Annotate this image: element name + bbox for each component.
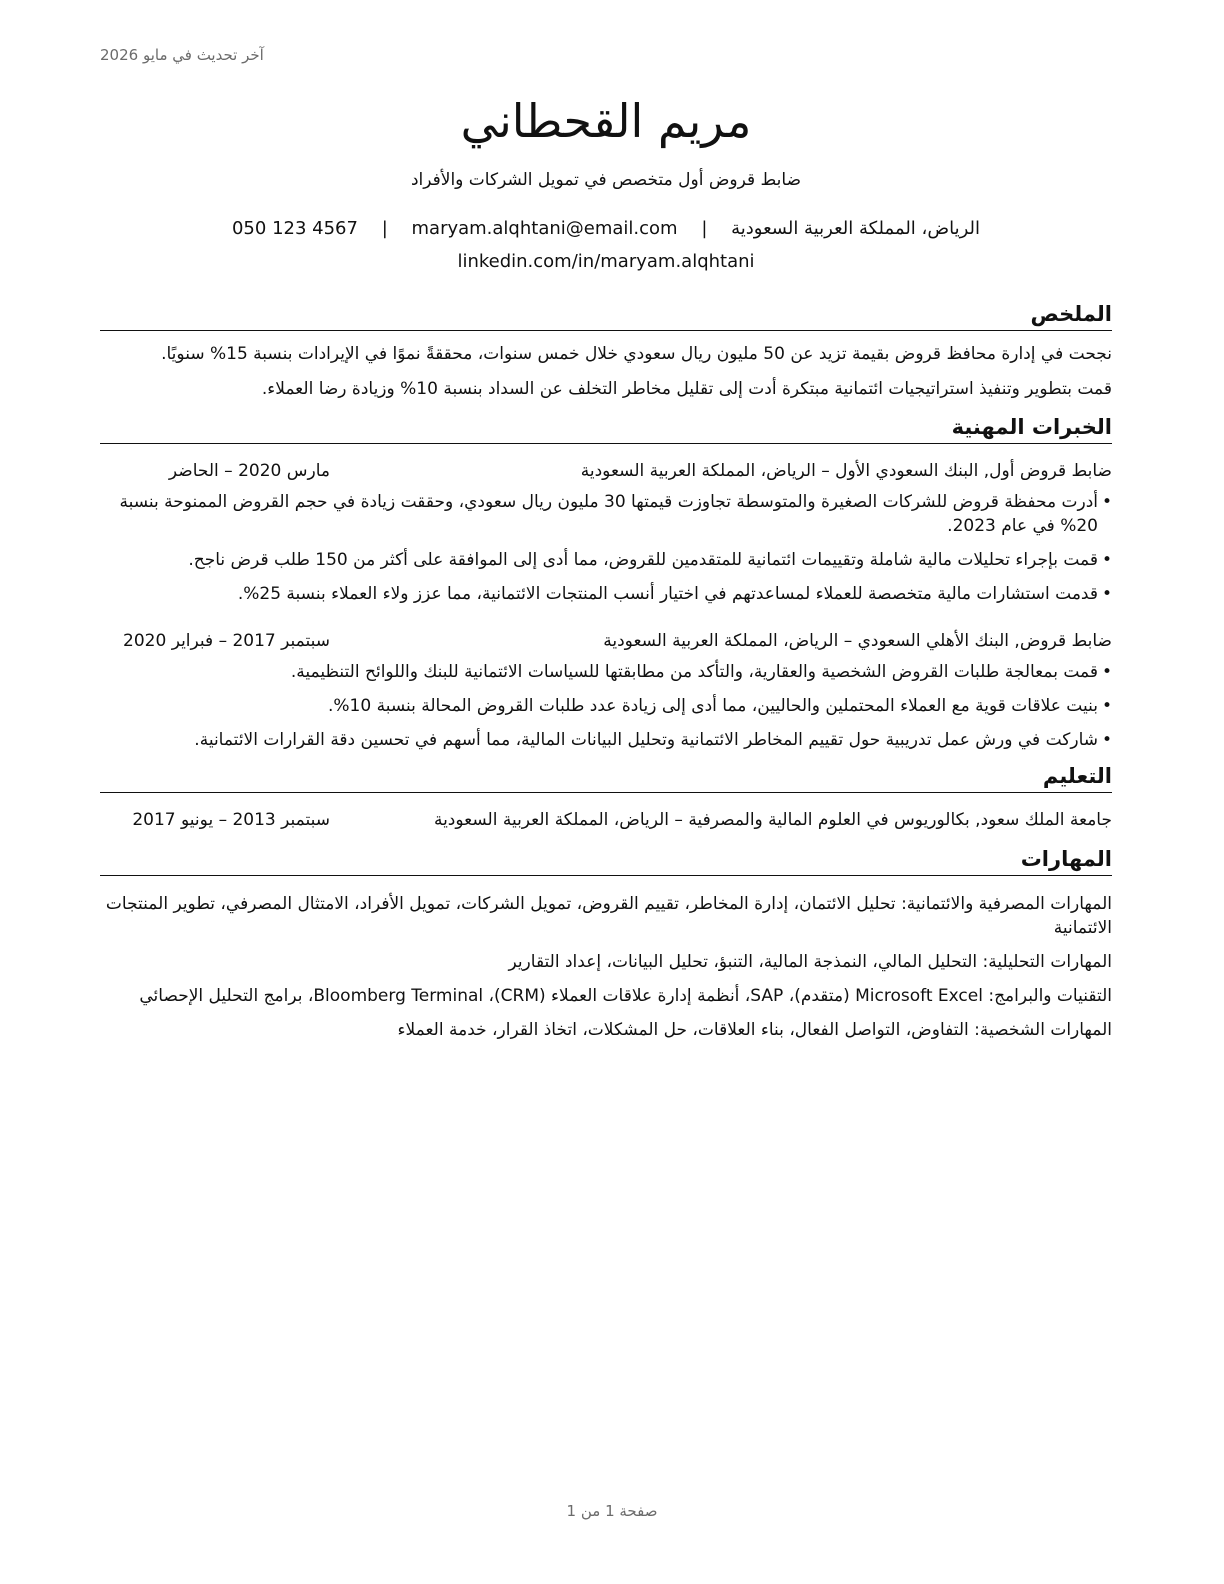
job-dates: سبتمبر 2017 – فبراير 2020: [123, 631, 330, 651]
contact-line: [100, 216, 1112, 242]
education-entry: [100, 807, 1112, 833]
job-bullets: [100, 660, 1112, 752]
resume-page: [100, 90, 1112, 1052]
summary-line: قمت بتطوير وتنفيذ استراتيجيات ائتمانية مبتكرة أدت إلى تقليل مخاطر التخلف عن السداد بنسبة 10% وزيادة رضا العملاء.: [261, 379, 1112, 399]
skills-body: [100, 892, 1112, 1042]
job-header: [100, 628, 1112, 654]
education-degree: جامعة الملك سعود, بكالوريوس في العلوم المالية والمصرفية – الرياض، المملكة العربية السعودية: [433, 810, 1112, 830]
job-bullet: • قدمت استشارات مالية متخصصة للعملاء لمساعدتهم في اختيار أنسب المنتجات الائتمانية، مما عزز ولاء العملاء بنسبة 25%.: [100, 582, 1112, 606]
education-section-title: التعليم: [100, 762, 1112, 793]
job-bullet: • أدرت محفظة قروض للشركات الصغيرة والمتوسطة تجاوزت قيمتها 30 مليون ريال سعودي، وحققت زيادة في حجم القروض الممنوحة بنسبة 20% في عام 2023.: [100, 490, 1112, 538]
candidate-headline: ضابط قروض أول متخصص في تمويل الشركات والأفراد: [410, 170, 802, 190]
location-text: الرياض، المملكة العربية السعودية: [731, 218, 981, 239]
experience-section-title: الخبرات المهنية: [100, 413, 1112, 444]
job-bullet: • قمت بإجراء تحليلات مالية شاملة وتقييمات ائتمانية للمتقدمين للقروض، مما أدى إلى الموافقة على أكثر من 150 طلب قرض ناجح.: [100, 548, 1112, 572]
summary-line: نجحت في إدارة محافظ قروض بقيمة تزيد عن 50 مليون ريال سعودي خلال خمس سنوات، محققةً نموًا في الإيرادات بنسبة 15% سنويًا.: [161, 344, 1112, 364]
summary-section-title: الملخص: [100, 300, 1112, 331]
job-header: [100, 458, 1112, 484]
job-entry: [100, 458, 1112, 606]
skills-line: المهارات المصرفية والائتمانية: تحليل الائتمان، إدارة المخاطر، تقييم القروض، تمويل الشركات، تمويل الأفراد، الامتثال المصرفي، تطوير المنتجات الائتمانية: [105, 894, 1112, 938]
email-link[interactable]: maryam.alqhtani@email.com: [411, 218, 678, 239]
job-bullet: • شاركت في ورش عمل تدريبية حول تقييم المخاطر الائتمانية وتحليل البيانات المالية، مما أسهم في تحسين دقة القرارات الائتمانية.: [100, 728, 1112, 752]
skills-line: المهارات الشخصية: التفاوض، التواصل الفعال، بناء العلاقات، حل المشكلات، اتخاذ القرار، خدمة العملاء: [397, 1020, 1112, 1040]
job-bullet: • بنيت علاقات قوية مع العملاء المحتملين والحاليين، مما أدى إلى زيادة عدد طلبات القروض المحالة بنسبة 10%.: [100, 694, 1112, 718]
job-entry: [100, 628, 1112, 752]
education-dates: سبتمبر 2013 – يونيو 2017: [132, 810, 330, 830]
skills-line: المهارات التحليلية: التحليل المالي، النمذجة المالية، التنبؤ، تحليل البيانات، إعداد التقارير: [508, 952, 1112, 972]
last-updated-note: آخر تحديث في مايو 2026: [100, 46, 264, 64]
skills-section-title: المهارات: [100, 845, 1112, 876]
summary-body: [100, 337, 1112, 407]
job-title-company: ضابط قروض, البنك الأهلي السعودي – الرياض، المملكة العربية السعودية: [603, 631, 1112, 651]
linkedin-link[interactable]: linkedin.com/in/maryam.alqhtani: [457, 251, 755, 272]
job-title-company: ضابط قروض أول, البنك السعودي الأول – الرياض، المملكة العربية السعودية: [580, 461, 1112, 481]
page-number: صفحة 1 من 1: [566, 1502, 658, 1520]
job-bullet: • قمت بمعالجة طلبات القروض الشخصية والعقارية، والتأكد من مطابقتها للسياسات الائتمانية للبنك واللوائح التنظيمية.: [100, 660, 1112, 684]
job-bullets: [100, 490, 1112, 606]
job-dates: مارس 2020 – الحاضر: [168, 461, 330, 481]
phone-text: 050 123 4567: [231, 218, 358, 239]
contact-separator: |: [701, 218, 708, 239]
skills-line: التقنيات والبرامج: Microsoft Excel (متقدم)، SAP، أنظمة إدارة علاقات العملاء (CRM)، Bloomberg Terminal، برامج التحليل الإحصائي: [139, 986, 1112, 1006]
candidate-name: مريم القحطاني: [460, 94, 752, 148]
contact-separator: |: [381, 218, 388, 239]
